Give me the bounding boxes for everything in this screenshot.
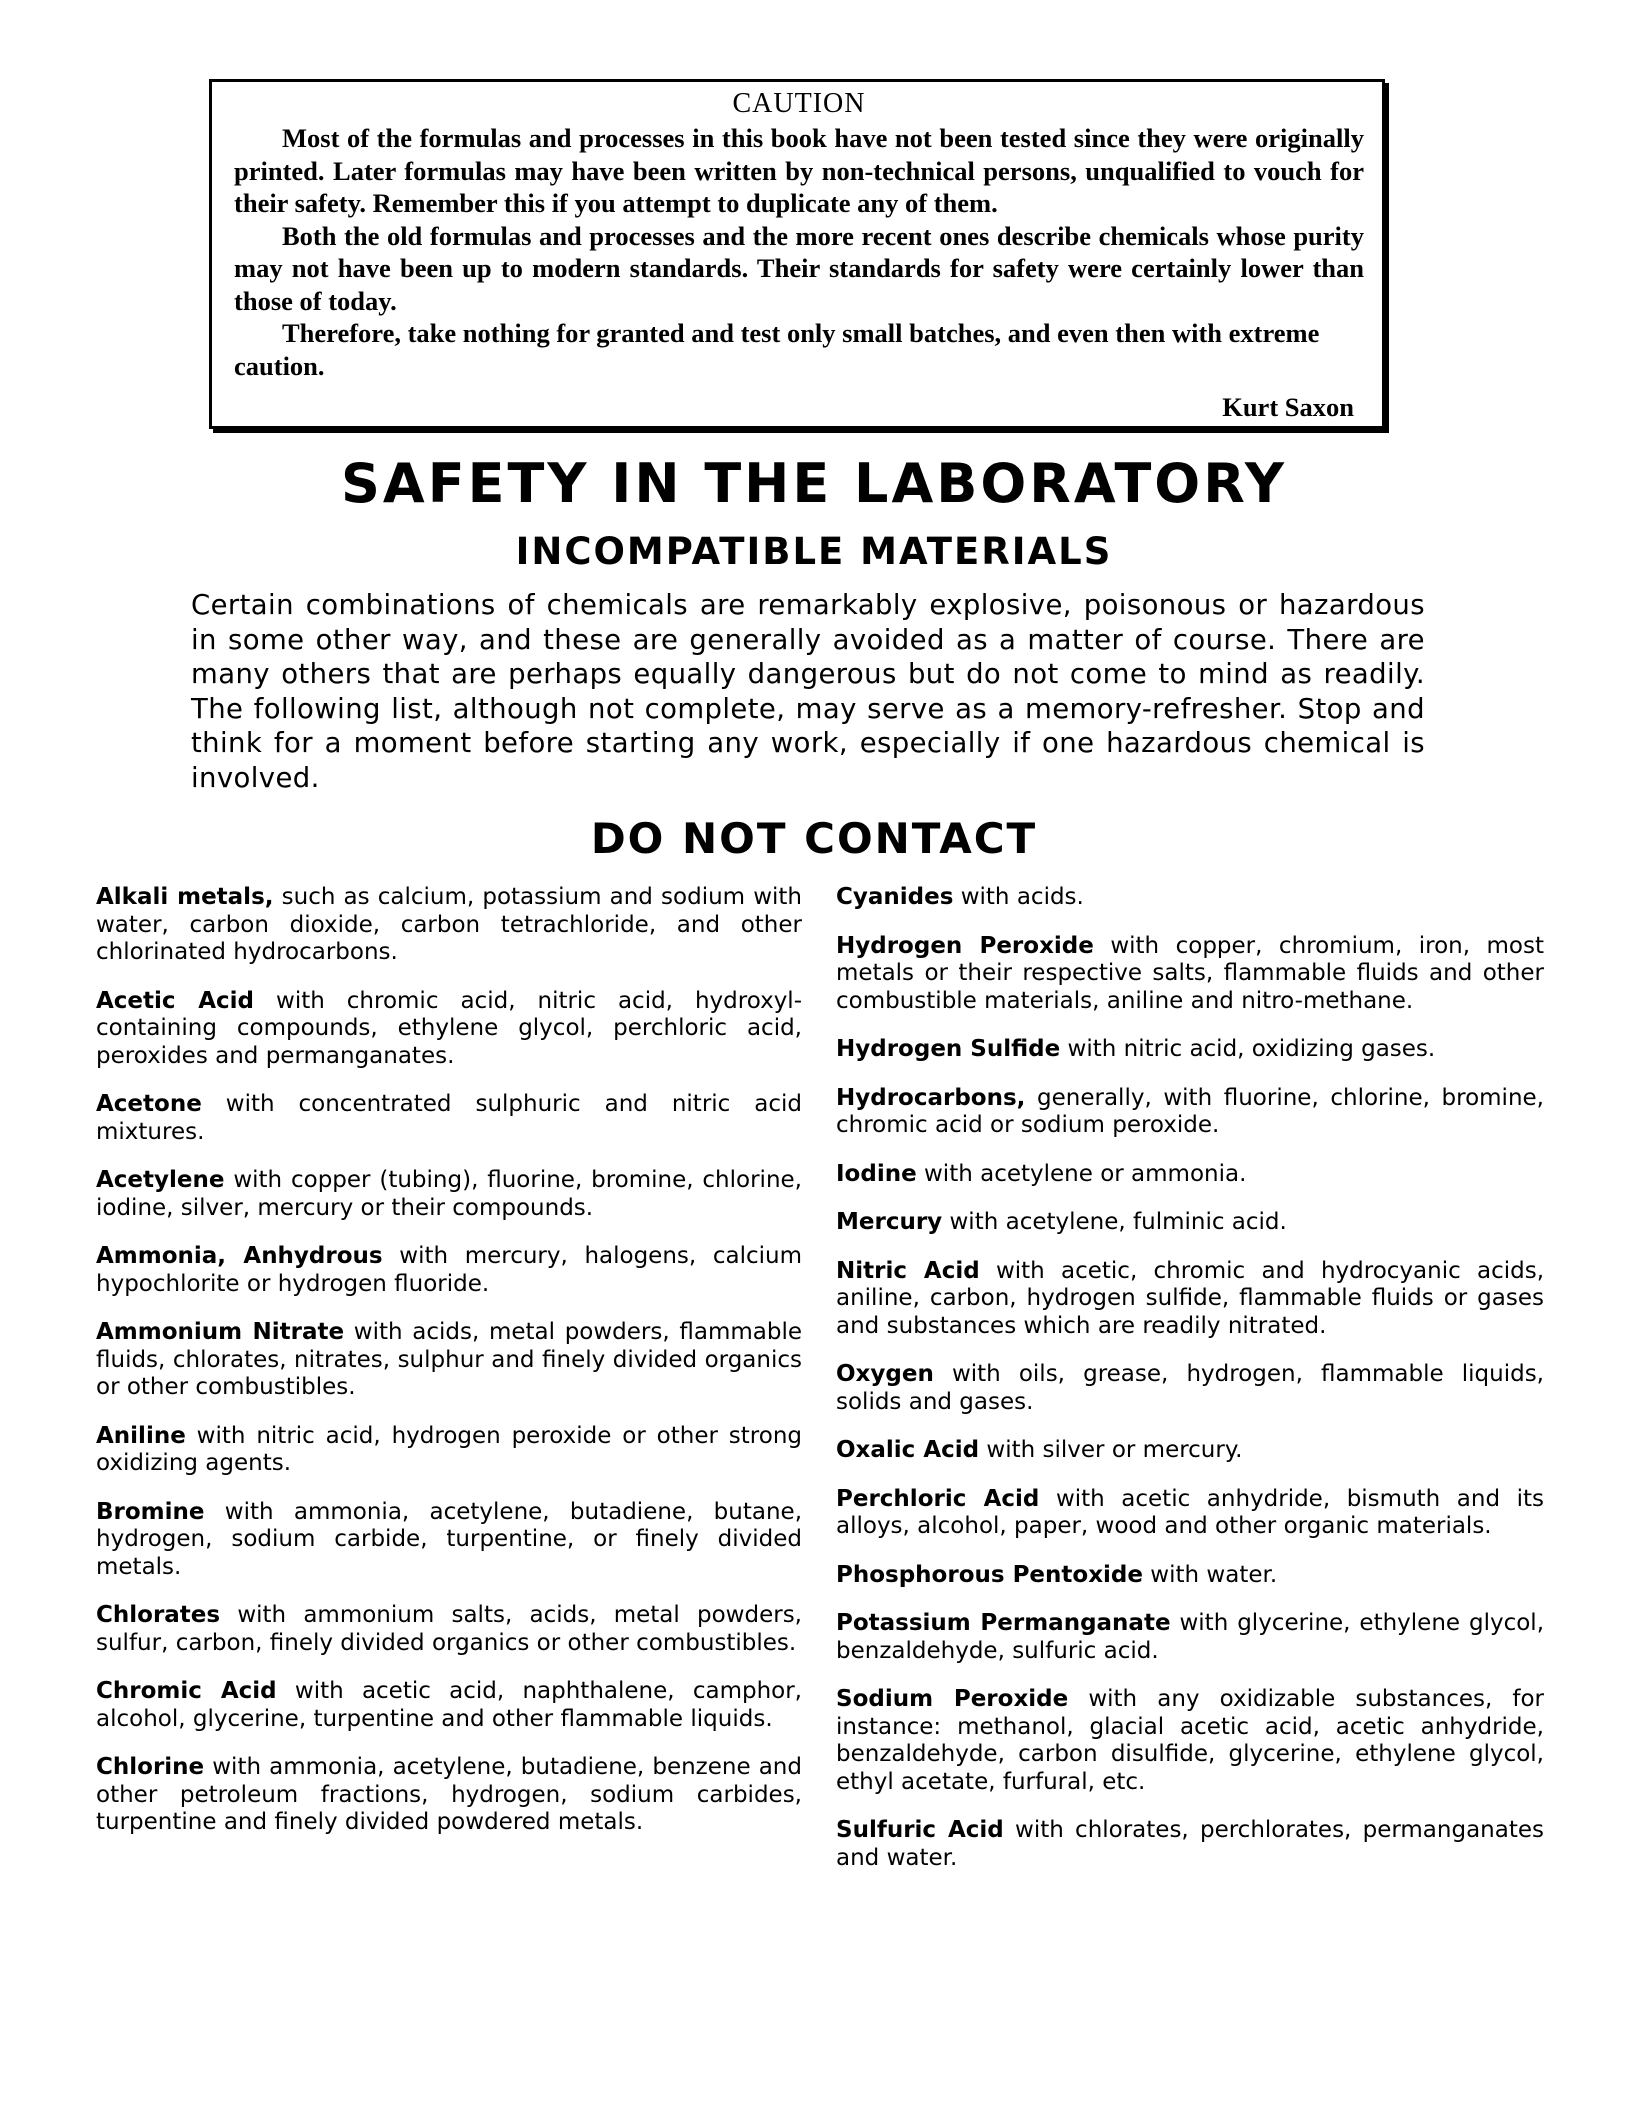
incompatible-with-text: with any oxidizable substances, for instance: methanol, glacial acetic acid, acetic anhydride, benzaldehyde, carbon disulfide, glycerine, ethylene glycol, ethyl acetate, furfural, etc. [836,1686,1544,1795]
caution-title: CAUTION [732,88,866,119]
chemical-name: Chromic Acid [96,1678,277,1704]
incompatibility-entry [96,1423,802,1478]
caution-paragraph: Most of the formulas and processes in this book have not been tested since they were originally printed. Later formulas may have been written by non-technical persons, unqualified to vouch for their safety. Remember this if you attempt to duplicate any of them. [234,123,1364,218]
caution-paragraph: Therefore, take nothing for granted and test only small batches, and even then with extreme caution. [234,318,1320,381]
chemical-name: Hydrocarbons, [836,1084,1026,1111]
caution-paragraph: Both the old formulas and processes and the more recent ones describe chemicals whose purity may not have been up to modern standards. Their standards for safety were certainly lower than those of today. [234,220,1364,316]
incompatibility-entry [96,1319,802,1402]
chemical-name: Hydrogen Peroxide [836,932,1094,959]
incompatible-with-text: with concentrated sulphuric and nitric acid mixtures. [96,1091,802,1145]
incompatibility-entry [96,1678,802,1733]
incompatibility-entry [836,933,1544,1016]
incompatible-with-text: with acids. [953,884,1084,910]
chemical-name: Cyanides [836,884,954,910]
incompatibility-entry [836,1209,1544,1237]
incompatible-with-text: with acetylene or ammonia. [916,1160,1247,1187]
incompatible-with-text: with chlorates, perchlorates, permanganates and water. [836,1817,1544,1871]
chemical-name: Oxygen [836,1361,934,1387]
incompatible-with-text: with acetic, chromic and hydrocyanic acids, aniline, carbon, hydrogen sulfide, flammable fluids or gases and substances which are readily nitrated. [836,1257,1545,1339]
incompatibility-entry [836,1562,1544,1590]
incompatible-with-text: with nitric acid, hydrogen peroxide or other strong oxidizing agents. [96,1422,802,1476]
incompatible-with-text: with acids, metal powders, flammable fluids, chlorates, nitrates, sulphur and finely divided organics or other combustibles. [96,1319,802,1400]
chemical-name: Hydrogen Sulfide [836,1036,1061,1062]
chemical-name: Oxalic Acid [836,1437,980,1463]
chemical-name: Sodium Peroxide [836,1686,1069,1712]
incompatibility-entry [836,1258,1544,1341]
chemical-name: Acetone [96,1091,202,1117]
incompatibility-entry [836,1817,1544,1872]
incompatibility-entry [836,1036,1544,1064]
incompatible-with-text: with silver or mercury. [979,1437,1243,1463]
incompatibility-entry [836,1085,1544,1140]
incompatible-with-text: with nitric acid, oxidizing gases. [1060,1036,1436,1062]
incompatibility-entry [96,1243,802,1298]
incompatibility-entry [836,1437,1544,1465]
incompatible-with-text: with copper (tubing), fluorine, bromine, chlorine, iodine, silver, mercury or their compounds. [96,1167,802,1221]
incompatible-with-text: with copper, chromium, iron, most metals or their respective salts, flammable fluids and other combustible materials, aniline and nitro-methane. [836,932,1545,1014]
chemical-name: Perchloric Acid [836,1485,1040,1512]
incompatible-with-text: with water. [1143,1561,1278,1588]
chemical-name: Ammonium Nitrate [96,1319,345,1345]
incompatible-with-text: with acetic anhydride, bismuth and its alloys, alcohol, paper, wood and other organic materials. [836,1485,1544,1539]
incompatible-with-text: with ammonia, acetylene, butadiene, butane, hydrogen, sodium carbide, turpentine, or finely divided metals. [96,1498,802,1580]
incompatible-with-text: with ammonium salts, acids, metal powders, sulfur, carbon, finely divided organics or other combustibles. [96,1602,802,1656]
incompatible-with-text: with glycerine, ethylene glycol, benzaldehyde, sulfuric acid. [836,1610,1545,1664]
incompatibility-entry [96,1091,802,1146]
right-column [836,884,1544,1893]
incompatible-with-text: generally, with fluorine, chlorine, bromine, chromic acid or sodium peroxide. [836,1084,1544,1138]
incompatible-with-text: with acetylene, fulminic acid. [942,1209,1287,1235]
incompatible-with-text: with acetic acid, naphthalene, camphor, alcohol, glycerine, turpentine and other flammable liquids. [96,1678,802,1732]
caution-signature: Kurt Saxon [1222,392,1354,422]
incompatibility-entry [96,1499,802,1582]
chemical-name: Ammonia, Anhydrous [96,1243,383,1269]
chemical-name: Phosphorous Pentoxide [836,1561,1143,1588]
chemical-name: Bromine [96,1498,205,1525]
caution-closing [234,317,1364,382]
page-subtitle: INCOMPATIBLE MATERIALS [515,530,1113,573]
incompatibility-entry [96,1754,802,1837]
incompatibility-entry [836,1161,1544,1189]
incompatibility-entry [96,1602,802,1657]
incompatibility-entry [836,1486,1544,1541]
incompatibility-entry [96,988,802,1071]
chemical-name: Chlorine [96,1754,205,1780]
incompatibility-entry [836,1361,1544,1416]
left-column [96,884,802,1858]
incompatible-with-text: such as calcium, potassium and sodium with water, carbon dioxide, carbon tetrachloride, and other chlorinated hydrocarbons. [96,884,802,965]
chemical-name: Acetylene [96,1167,225,1193]
incompatible-with-text: with ammonia, acetylene, butadiene, benzene and other petroleum fractions, hydrogen, sodium carbides, turpentine and finely divided powdered metals. [96,1754,802,1835]
chemical-name: Sulfuric Acid [836,1817,1004,1843]
caution-signature-row [234,382,1364,422]
incompatibility-entry [96,1167,802,1222]
incompatible-with-text: with mercury, halogens, calcium hypochlorite or hydrogen fluoride. [96,1243,802,1297]
incompatibility-entry [836,1686,1544,1796]
chemical-name: Acetic Acid [96,987,255,1014]
chemical-name: Mercury [836,1209,943,1235]
incompatibility-entry [836,1610,1544,1665]
incompatibility-entry [96,884,802,967]
chemical-name: Nitric Acid [836,1257,980,1284]
chemical-name: Alkali metals, [96,884,274,910]
incompatible-with-text: with chromic acid, nitric acid, hydroxyl-containing compounds, ethylene glycol, perchloric acid, peroxides and permanganates. [96,987,802,1069]
incompatible-with-text: with oils, grease, hydrogen, flammable liquids, solids and gases. [836,1361,1544,1415]
caution-box [209,79,1385,429]
chemical-name: Aniline [96,1422,186,1449]
chemical-name: Chlorates [96,1602,221,1628]
chemical-name: Iodine [836,1160,917,1187]
chemical-name: Potassium Permanganate [836,1610,1171,1636]
incompatibility-entry [836,884,1544,912]
intro-paragraph: Certain combinations of chemicals are remarkably explosive, poisonous or hazardous in some other way, and these are generally avoided as a matter of course. There are many others that are perhaps equally dangerous but do not come to mind as readily. The following list, although not complete, may serve as a memory-refresher. Stop and think for a moment before starting any work, especially if one hazardous chemical is involved. [191,589,1425,794]
section-title: DO NOT CONTACT [590,814,1038,863]
page-title: SAFETY IN THE LABORATORY [341,452,1287,515]
